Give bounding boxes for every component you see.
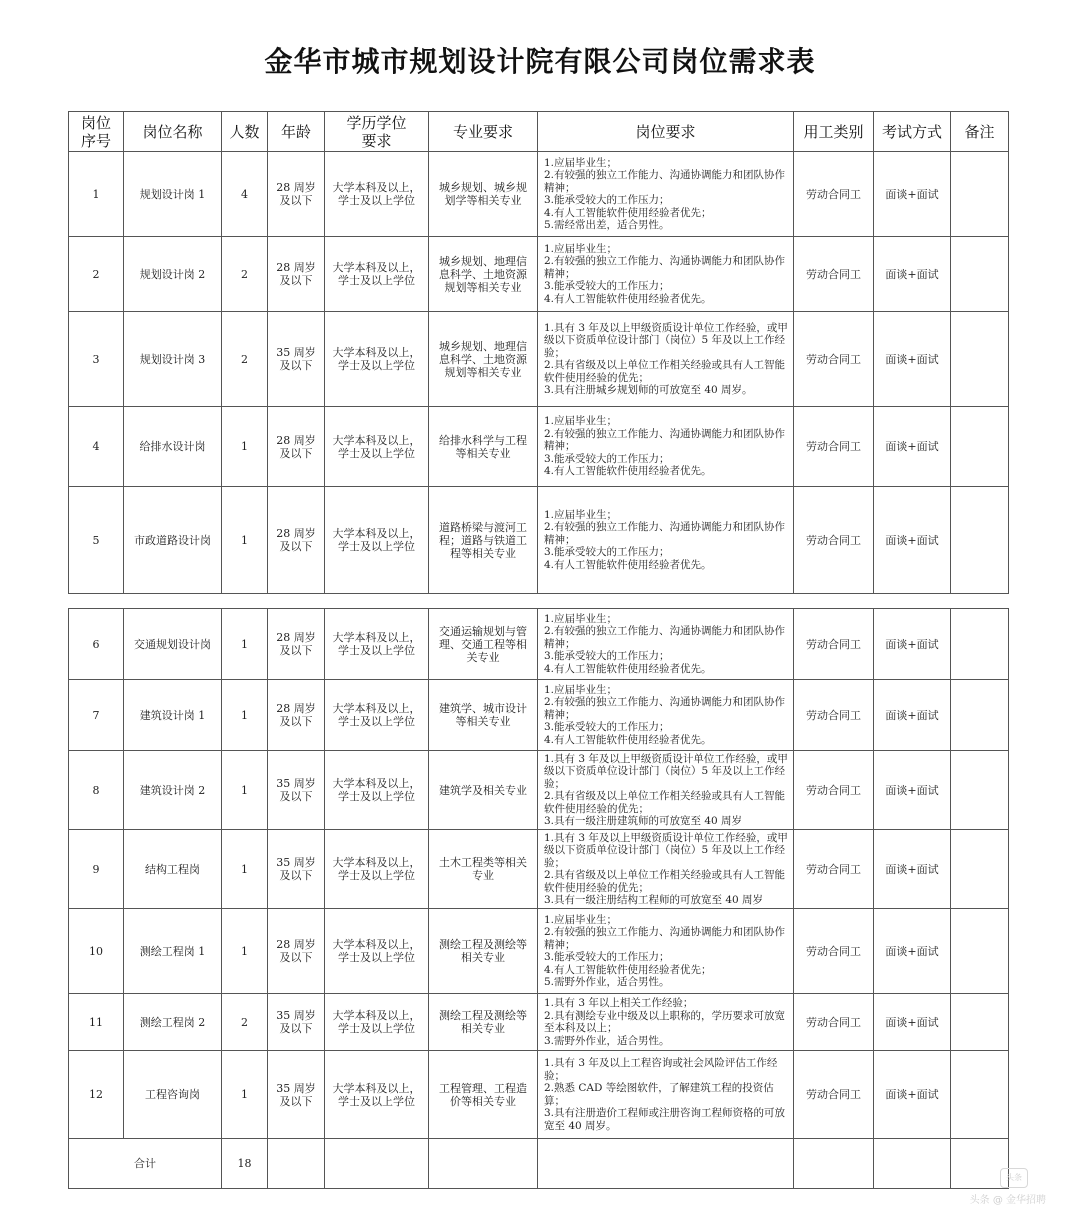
cell-count: 4 <box>222 152 268 237</box>
cell-major: 测绘工程及测绘等 相关专业 <box>429 909 538 994</box>
cell-major: 工程管理、工程造 价等相关专业 <box>429 1051 538 1139</box>
cell-seq: 9 <box>69 830 124 909</box>
requirement-line: 4.有人工智能软件使用经验者优先； <box>544 206 712 219</box>
requirement-line: 3.具有一级注册建筑师的可放宽至 40 周岁 <box>544 815 743 827</box>
requirement-line: 3.能承受较大的工作压力； <box>544 194 670 206</box>
cell-seq: 1 <box>69 152 124 237</box>
cell-edu: 大学本科及以上， 学士及以上学位 <box>325 312 429 407</box>
cell-edu: 大学本科及以上， 学士及以上学位 <box>325 609 429 680</box>
cell-name: 结构工程岗 <box>124 830 222 909</box>
cell-exam: 面谈+面试 <box>874 312 951 407</box>
cell-seq: 4 <box>69 407 124 487</box>
table-row <box>69 751 1009 830</box>
cell-seq: 5 <box>69 487 124 594</box>
requirement-line: 2.有较强的独立工作能力、沟通协调能力和团队协作精神； <box>544 696 786 721</box>
total-count: 18 <box>222 1139 268 1189</box>
requirement-line: 2.具有省级及以上单位工作相关经验或具有人工智能软件使用经验的优先； <box>544 790 786 815</box>
cell-name: 规划设计岗 1 <box>124 152 222 237</box>
requirement-line: 3.需野外作业，适合男性。 <box>544 1034 670 1047</box>
requirement-line: 2.熟悉 CAD 等绘图软件，了解建筑工程的投资估算； <box>544 1082 774 1107</box>
cell-req <box>538 909 794 994</box>
cell-exam: 面谈+面试 <box>874 609 951 680</box>
table-row <box>69 994 1009 1051</box>
cell-age: 28 周岁 及以下 <box>268 237 325 312</box>
cell-edu: 大学本科及以上， 学士及以上学位 <box>325 407 429 487</box>
total-label: 合计 <box>69 1139 222 1189</box>
header-type: 用工类别 <box>794 112 874 152</box>
cell-type: 劳动合同工 <box>794 680 874 751</box>
requirement-line: 1.应届毕业生； <box>544 156 618 169</box>
cell-name: 测绘工程岗 2 <box>124 994 222 1051</box>
cell-type: 劳动合同工 <box>794 237 874 312</box>
requirement-line: 4.有人工智能软件使用经验者优先； <box>544 963 712 976</box>
header-req: 岗位要求 <box>538 112 794 152</box>
cell-edu: 大学本科及以上， 学士及以上学位 <box>325 237 429 312</box>
requirement-line: 5.需经常出差，适合男性。 <box>544 219 670 231</box>
cell-age: 28 周岁 及以下 <box>268 152 325 237</box>
cell-seq: 7 <box>69 680 124 751</box>
cell-name: 市政道路设计岗 <box>124 487 222 594</box>
cell-age: 35 周岁 及以下 <box>268 830 325 909</box>
cell-age: 28 周岁 及以下 <box>268 487 325 594</box>
requirement-line: 3.具有注册城乡规划师的可放宽至 40 周岁。 <box>544 384 753 396</box>
cell-age: 35 周岁 及以下 <box>268 994 325 1051</box>
cell-edu: 大学本科及以上， 学士及以上学位 <box>325 152 429 237</box>
requirement-line: 1.应届毕业生； <box>544 683 618 696</box>
requirement-line: 4.有人工智能软件使用经验者优先。 <box>544 733 712 746</box>
header-count: 人数 <box>222 112 268 152</box>
cell-name: 规划设计岗 2 <box>124 237 222 312</box>
cell-note <box>951 1051 1009 1139</box>
cell-major: 给排水科学与工程 等相关专业 <box>429 407 538 487</box>
requirement-line: 5.需野外作业，适合男性。 <box>544 976 670 988</box>
cell-major: 建筑学及相关专业 <box>429 751 538 830</box>
cell-count: 1 <box>222 407 268 487</box>
requirement-line: 2.有较强的独立工作能力、沟通协调能力和团队协作精神； <box>544 169 786 194</box>
cell-note <box>951 407 1009 487</box>
requirement-line: 4.有人工智能软件使用经验者优先。 <box>544 292 712 305</box>
cell-type: 劳动合同工 <box>794 312 874 407</box>
cell-note <box>951 680 1009 751</box>
requirement-line: 1.应届毕业生； <box>544 415 618 428</box>
cell-req <box>538 751 794 830</box>
cell-count: 2 <box>222 994 268 1051</box>
cell-name: 建筑设计岗 2 <box>124 751 222 830</box>
cell-count: 1 <box>222 830 268 909</box>
table-row <box>69 830 1009 909</box>
cell-exam: 面谈+面试 <box>874 909 951 994</box>
cell-major: 道路桥梁与渡河工 程；道路与铁道工 程等相关专业 <box>429 487 538 594</box>
cell-edu: 大学本科及以上， 学士及以上学位 <box>325 994 429 1051</box>
requirement-line: 3.具有一级注册结构工程师的可放宽至 40 周岁 <box>544 894 764 906</box>
cell-req <box>538 407 794 487</box>
cell-count: 1 <box>222 1051 268 1139</box>
cell-note <box>951 487 1009 594</box>
cell-major: 城乡规划、城乡规 划学等相关专业 <box>429 152 538 237</box>
cell-req <box>538 680 794 751</box>
cell-req <box>538 312 794 407</box>
cell-seq: 12 <box>69 1051 124 1139</box>
header-exam: 考试方式 <box>874 112 951 152</box>
requirement-line: 1.具有 3 年以上相关工作经验； <box>544 997 694 1009</box>
cell-edu: 大学本科及以上， 学士及以上学位 <box>325 909 429 994</box>
requirement-line: 1.应届毕业生； <box>544 508 618 521</box>
cell-count: 2 <box>222 237 268 312</box>
cell-type: 劳动合同工 <box>794 487 874 594</box>
cell-exam: 面谈+面试 <box>874 830 951 909</box>
table-header-row <box>69 112 1009 152</box>
cell-type: 劳动合同工 <box>794 609 874 680</box>
table-row <box>69 680 1009 751</box>
cell-edu: 大学本科及以上， 学士及以上学位 <box>325 751 429 830</box>
job-table-part-1 <box>68 111 1009 594</box>
header-age: 年龄 <box>268 112 325 152</box>
requirement-line: 2.有较强的独立工作能力、沟通协调能力和团队协作精神； <box>544 255 786 280</box>
requirement-line: 2.有较强的独立工作能力、沟通协调能力和团队协作精神； <box>544 427 786 453</box>
cell-edu: 大学本科及以上， 学士及以上学位 <box>325 830 429 909</box>
cell-count: 2 <box>222 312 268 407</box>
requirement-line: 3.能承受较大的工作压力； <box>544 721 670 734</box>
cell-req <box>538 994 794 1051</box>
cell-type: 劳动合同工 <box>794 152 874 237</box>
cell-major: 测绘工程及测绘等 相关专业 <box>429 994 538 1051</box>
requirement-line: 1.应届毕业生； <box>544 612 618 625</box>
cell-req <box>538 152 794 237</box>
cell-exam: 面谈+面试 <box>874 994 951 1051</box>
requirement-line: 1.具有 3 年及以上甲级资质设计单位工作经验，或甲级以下资质单位设计部门（岗位）5 年及以上工作经验； <box>544 321 788 359</box>
cell-type: 劳动合同工 <box>794 407 874 487</box>
requirement-line: 2.具有省级及以上单位工作相关经验或具有人工智能软件使用经验的优先； <box>544 869 786 894</box>
table-row <box>69 609 1009 680</box>
header-seq: 岗位 序号 <box>69 112 124 152</box>
requirement-line: 1.具有 3 年及以上甲级资质设计单位工作经验，或甲级以下资质单位设计部门（岗位）5 年及以上工作经验； <box>544 831 788 869</box>
cell-note <box>951 909 1009 994</box>
cell-edu: 大学本科及以上， 学士及以上学位 <box>325 1051 429 1139</box>
job-table-part-2 <box>68 608 1009 1189</box>
requirement-line: 2.有较强的独立工作能力、沟通协调能力和团队协作精神； <box>544 926 786 951</box>
requirement-line: 1.具有 3 年及以上甲级资质设计单位工作经验，或甲级以下资质单位设计部门（岗位）5 年及以上工作经验； <box>544 752 788 790</box>
cell-type: 劳动合同工 <box>794 1051 874 1139</box>
requirement-line: 4.有人工智能软件使用经验者优先。 <box>544 558 712 571</box>
cell-major: 土木工程类等相关 专业 <box>429 830 538 909</box>
header-edu: 学历学位 要求 <box>325 112 429 152</box>
cell-note <box>951 994 1009 1051</box>
cell-exam: 面谈+面试 <box>874 751 951 830</box>
cell-note <box>951 609 1009 680</box>
cell-req <box>538 1051 794 1139</box>
cell-major: 城乡规划、地理信 息科学、土地资源 规划等相关专业 <box>429 237 538 312</box>
cell-note <box>951 751 1009 830</box>
cell-major: 城乡规划、地理信 息科学、土地资源 规划等相关专业 <box>429 312 538 407</box>
requirement-line: 3.具有注册造价工程师或注册咨询工程师资格的可放宽至 40 周岁。 <box>544 1107 786 1132</box>
requirement-line: 3.能承受较大的工作压力； <box>544 280 670 293</box>
cell-name: 工程咨询岗 <box>124 1051 222 1139</box>
header-name: 岗位名称 <box>124 112 222 152</box>
requirement-line: 3.能承受较大的工作压力； <box>544 546 670 559</box>
cell-count: 1 <box>222 909 268 994</box>
requirement-line: 1.应届毕业生； <box>544 913 618 926</box>
total-row <box>69 1139 1009 1189</box>
cell-count: 1 <box>222 487 268 594</box>
cell-type: 劳动合同工 <box>794 909 874 994</box>
cell-name: 建筑设计岗 1 <box>124 680 222 751</box>
cell-major: 建筑学、城市设计 等相关专业 <box>429 680 538 751</box>
cell-name: 给排水设计岗 <box>124 407 222 487</box>
cell-req <box>538 609 794 680</box>
cell-type: 劳动合同工 <box>794 751 874 830</box>
header-major: 专业要求 <box>429 112 538 152</box>
cell-name: 交通规划设计岗 <box>124 609 222 680</box>
requirement-line: 3.能承受较大的工作压力； <box>544 951 670 963</box>
table-row <box>69 909 1009 994</box>
cell-exam: 面谈+面试 <box>874 680 951 751</box>
cell-req <box>538 237 794 312</box>
table-row <box>69 407 1009 487</box>
cell-note <box>951 312 1009 407</box>
cell-age: 35 周岁 及以下 <box>268 312 325 407</box>
cell-edu: 大学本科及以上， 学士及以上学位 <box>325 680 429 751</box>
requirement-line: 3.能承受较大的工作压力； <box>544 650 670 663</box>
cell-exam: 面谈+面试 <box>874 407 951 487</box>
cell-age: 35 周岁 及以下 <box>268 751 325 830</box>
cell-age: 35 周岁 及以下 <box>268 1051 325 1139</box>
requirement-line: 4.有人工智能软件使用经验者优先。 <box>544 662 712 675</box>
cell-age: 28 周岁 及以下 <box>268 609 325 680</box>
requirement-line: 2.有较强的独立工作能力、沟通协调能力和团队协作精神； <box>544 625 786 650</box>
requirement-line: 2.有较强的独立工作能力、沟通协调能力和团队协作精神； <box>544 521 786 546</box>
cell-name: 测绘工程岗 1 <box>124 909 222 994</box>
cell-exam: 面谈+面试 <box>874 237 951 312</box>
cell-note <box>951 152 1009 237</box>
cell-age: 28 周岁 及以下 <box>268 407 325 487</box>
header-note: 备注 <box>951 112 1009 152</box>
requirement-line: 3.能承受较大的工作压力； <box>544 452 670 465</box>
table-row <box>69 312 1009 407</box>
cell-note <box>951 830 1009 909</box>
cell-exam: 面谈+面试 <box>874 1051 951 1139</box>
cell-type: 劳动合同工 <box>794 994 874 1051</box>
cell-count: 1 <box>222 609 268 680</box>
table-row <box>69 487 1009 594</box>
watermark-logo: 头条 <box>1000 1168 1028 1188</box>
cell-exam: 面谈+面试 <box>874 152 951 237</box>
cell-type: 劳动合同工 <box>794 830 874 909</box>
cell-count: 1 <box>222 680 268 751</box>
table-row <box>69 1051 1009 1139</box>
cell-seq: 3 <box>69 312 124 407</box>
table-row <box>69 237 1009 312</box>
cell-req <box>538 830 794 909</box>
requirement-line: 2.具有测绘专业中级及以上职称的，学历要求可放宽至本科及以上； <box>544 1009 786 1034</box>
cell-seq: 10 <box>69 909 124 994</box>
requirement-line: 2.具有省级及以上单位工作相关经验或具有人工智能软件使用经验的优先； <box>544 359 786 384</box>
cell-seq: 6 <box>69 609 124 680</box>
page-title: 金华市城市规划设计院有限公司岗位需求表 <box>264 45 816 78</box>
cell-count: 1 <box>222 751 268 830</box>
requirement-line: 1.应届毕业生； <box>544 242 618 255</box>
cell-seq: 11 <box>69 994 124 1051</box>
cell-name: 规划设计岗 3 <box>124 312 222 407</box>
cell-age: 28 周岁 及以下 <box>268 909 325 994</box>
watermark: 头条 @ 金华招聘 <box>969 1195 1046 1206</box>
cell-seq: 2 <box>69 237 124 312</box>
cell-note <box>951 237 1009 312</box>
cell-age: 28 周岁 及以下 <box>268 680 325 751</box>
cell-major: 交通运输规划与管 理、交通工程等相 关专业 <box>429 609 538 680</box>
cell-exam: 面谈+面试 <box>874 487 951 594</box>
table-row <box>69 152 1009 237</box>
cell-req <box>538 487 794 594</box>
cell-seq: 8 <box>69 751 124 830</box>
requirement-line: 4.有人工智能软件使用经验者优先。 <box>544 465 712 478</box>
requirement-line: 1.具有 3 年及以上工程咨询或社会风险评估工作经验； <box>544 1057 778 1082</box>
cell-edu: 大学本科及以上， 学士及以上学位 <box>325 487 429 594</box>
